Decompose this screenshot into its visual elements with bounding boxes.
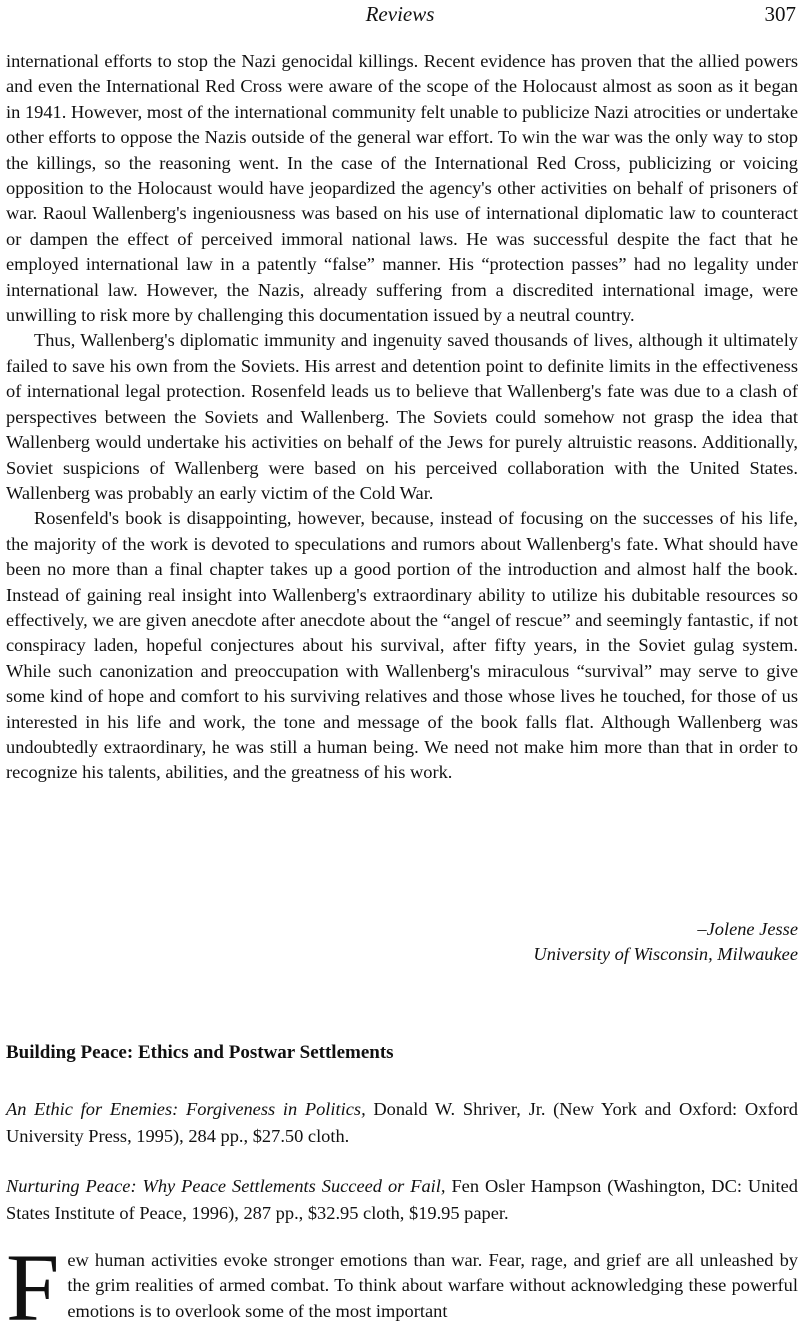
opening-text: ew human activities evoke stronger emotions than war. Fear, rage, and grief are all unleashed by the grim realities of armed combat. To think about warfare without acknowledging these powerful emotions is to overlook some of the most important: [67, 1250, 798, 1321]
drop-cap: F: [6, 1234, 60, 1324]
paragraph-3: Rosenfeld's book is disappointing, however, because, instead of focusing on the successes of his life, the majority of the work is devoted to speculations and rumors about Wallenberg's fate. What should have been no more than a final chapter takes up a good portion of the introduction and almost half the book. Instead of gaining real insight into Wallenberg's extraordinary ability to utilize his dubitable resources so effectively, we are given anecdote after anecdote about the “angel of rescue” and seemingly fantastic, if not conspiracy laden, hopeful conjectures about his survival, after fifty years, in the Soviet gulag system. While such canonization and preoccupation with Wallenberg's miraculous “survival” may serve to give some kind of hope and comfort to his surviving relatives and those whose lives he touched, for those of us interested in his life and work, the tone and message of the book falls flat. Although Wallenberg was undoubtedly extraordinary, he was still a human being. We need not make him more than that in order to recognize his talents, abilities, and the greatness of his work.: [6, 508, 798, 783]
opening-paragraph: [6, 1234, 798, 1324]
paragraph-1: international efforts to stop the Nazi genocidal killings. Recent evidence has proven that the allied powers and even the International Red Cross were aware of the scope of the Holocaust almost as soon as it began in 1941. However, most of the international community felt unable to publicize Nazi atrocities or undertake other efforts to oppose the Nazis outside of the general war effort. To win the war was the only way to stop the killings, so the reasoning went. In the case of the International Red Cross, publicizing or voicing opposition to the Holocaust would have jeopardized the agency's other activities on behalf of prisoners of war. Raoul Wallenberg's ingeniousness was based on his use of international diplomatic law to counteract or dampen the effect of perceived immoral national laws. He was successful despite the fact that he employed international law in a patently “false” manner. His “protection passes” had no legality under international law. However, the Nazis, already suffering from a discredited international image, were unwilling to risk more by challenging this documentation issued by a neutral country.: [6, 51, 798, 326]
page-number: 307: [764, 2, 796, 26]
book-details-1: Donald W. Shriver, Jr. (New York and Oxford: Oxford University Press, 1995), 284 pp., $27.50 cloth.: [6, 1099, 798, 1146]
reviewer-affiliation: University of Wisconsin, Milwaukee: [533, 944, 798, 964]
book-details-2: Fen Osler Hampson (Washington, DC: United States Institute of Peace, 1996), 287 pp., $32.95 cloth, $19.95 paper.: [6, 1176, 798, 1223]
running-header: [0, 2, 800, 28]
book-reference-1: [6, 1096, 798, 1150]
book-title-2: Nurturing Peace: Why Peace Settlements Succeed or Fail,: [6, 1176, 446, 1196]
reviewer-name: –Jolene Jesse: [697, 919, 798, 939]
review-body: [6, 49, 798, 786]
book-reference-2: [6, 1173, 798, 1227]
running-title: Reviews: [365, 2, 435, 26]
book-title-1: An Ethic for Enemies: Forgiveness in Politics,: [6, 1099, 366, 1119]
paragraph-2: Thus, Wallenberg's diplomatic immunity and ingenuity saved thousands of lives, although it ultimately failed to save his own from the Soviets. His arrest and detention point to definite limits in the effectiveness of international legal protection. Rosenfeld leads us to believe that Wallenberg's fate was due to a clash of perspectives between the Soviets and Wallenberg. The Soviets could somehow not grasp the idea that Wallenberg would undertake his activities on behalf of the Jews for purely altruistic reasons. Additionally, Soviet suspicions of Wallenberg were based on his perceived collaboration with the United States. Wallenberg was probably an early victim of the Cold War.: [6, 330, 798, 503]
section-title: Building Peace: Ethics and Postwar Settlements: [6, 1042, 394, 1063]
